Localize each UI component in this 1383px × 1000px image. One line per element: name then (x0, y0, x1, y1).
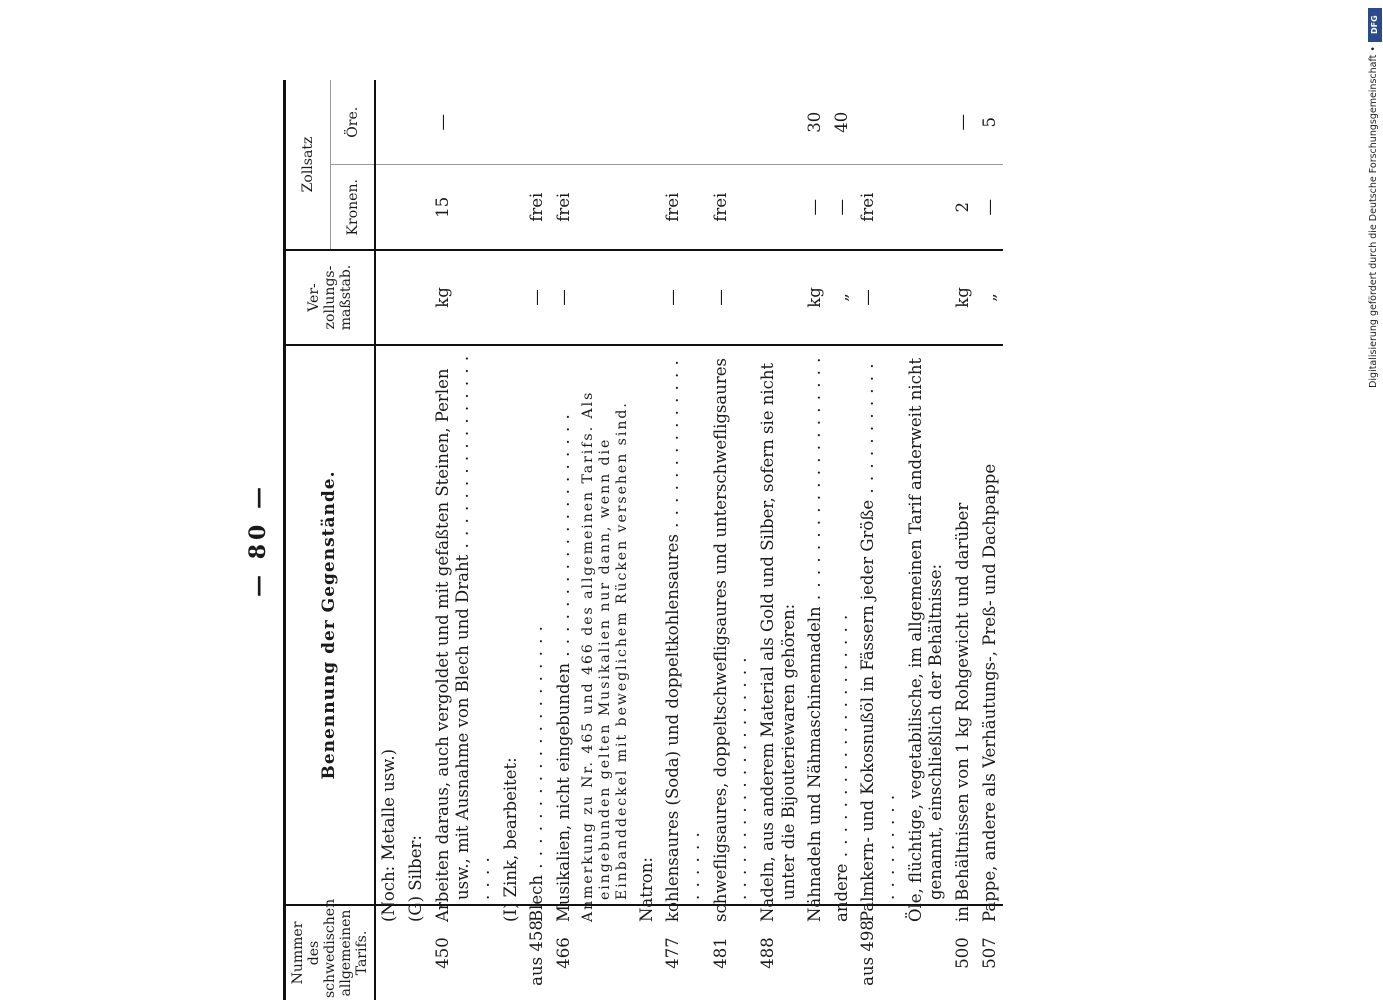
table-row (755, 80, 802, 1000)
item-unit (577, 250, 633, 345)
tariff-number: 500 (952, 937, 972, 969)
item-unit: — (708, 250, 755, 345)
tariff-number: 507 (979, 937, 999, 969)
rate-kronen: 15 (430, 165, 498, 250)
header-ore: Öre. (330, 80, 375, 165)
rate-ore (755, 80, 802, 165)
header-description: Benennung der Gegenstände. (285, 345, 376, 905)
rate-kronen: — (802, 165, 829, 250)
rate-ore (903, 80, 950, 165)
item-description: (I) Zink, bearbeitet: (498, 345, 525, 905)
rate-kronen (634, 165, 661, 250)
rate-kronen (903, 165, 950, 250)
rate-kronen (403, 165, 430, 250)
rate-ore (403, 80, 430, 165)
table-row (802, 80, 829, 1000)
item-unit: — (855, 250, 902, 345)
rate-ore (498, 80, 525, 165)
rate-ore (375, 80, 403, 165)
item-unit: — (551, 250, 578, 345)
rate-ore (524, 80, 551, 165)
table-row (977, 80, 1004, 1000)
table-header-row (285, 80, 331, 1000)
dfg-logo: DFG (1368, 8, 1382, 42)
item-unit (498, 250, 525, 345)
rate-ore (577, 80, 633, 165)
rate-kronen (577, 165, 633, 250)
item-description: Pappe, andere als Verhäutungs-, Preß- und Dachpappe (977, 345, 1004, 905)
item-description: Öle, flüchtige, vegetabilische, im allgemeinen Tarif anderweit nicht genannt, einschließlich der Behältnisse: (903, 345, 950, 905)
item-description: (Noch: Metalle usw.) (375, 345, 403, 905)
item-unit: „ (829, 250, 856, 345)
rate-kronen (498, 165, 525, 250)
rate-kronen: frei (660, 165, 707, 250)
rate-ore: 40 (829, 80, 856, 165)
item-unit (634, 250, 661, 345)
table-row (430, 80, 498, 1000)
item-description: in Behältnissen von 1 kg Rohgewicht und darüber (950, 345, 977, 905)
table-row (498, 80, 525, 1000)
table-row (903, 80, 950, 1000)
table-row (634, 80, 661, 1000)
rate-ore: — (950, 80, 977, 165)
item-description: Natron: (634, 345, 661, 905)
item-unit (755, 250, 802, 345)
header-number: Nummer des schwedischen allgemeinen Tarifs. (285, 905, 376, 1000)
rate-ore (660, 80, 707, 165)
table-row (524, 80, 551, 1000)
item-unit: kg (430, 250, 498, 345)
tariff-number: aus 458 (527, 920, 547, 986)
rate-ore: — (430, 80, 498, 165)
rate-ore (551, 80, 578, 165)
table-row (708, 80, 755, 1000)
rate-kronen: frei (551, 165, 578, 250)
rate-ore (855, 80, 902, 165)
item-description: andere . . . (829, 345, 856, 905)
rate-ore: 5 (977, 80, 1004, 165)
rate-kronen: — (977, 165, 1004, 250)
rate-kronen: 2 (950, 165, 977, 250)
item-unit: „ (977, 250, 1004, 345)
table-row (855, 80, 902, 1000)
rate-kronen: frei (524, 165, 551, 250)
rate-ore: 30 (802, 80, 829, 165)
rate-ore (634, 80, 661, 165)
credit-text: Digitalisierung gefördert durch die Deutsche Forschungsgemeinschaft • (1368, 46, 1379, 388)
rate-kronen: frei (855, 165, 902, 250)
table-row (950, 80, 977, 1000)
table-body (375, 80, 1003, 1000)
item-description: (G) Silber: (403, 345, 430, 905)
tariff-number: 481 (710, 937, 730, 969)
tariff-number: 466 (553, 937, 573, 969)
tariff-number: aus 498 (858, 920, 878, 986)
item-unit (403, 250, 430, 345)
item-description: schwefligsaures, doppeltschwefligsaures und unterschwefligsaures . . . (708, 345, 755, 905)
rotated-page (245, 80, 1155, 1000)
table-row (660, 80, 707, 1000)
table-row (375, 80, 403, 1000)
table-row (829, 80, 856, 1000)
item-unit (375, 250, 403, 345)
rate-kronen (375, 165, 403, 250)
rate-kronen (755, 165, 802, 250)
item-unit: — (524, 250, 551, 345)
header-kronen: Kronen. (330, 165, 375, 250)
header-unit: Ver- zollungs- maßstab. (285, 250, 376, 345)
tariff-number: 450 (432, 937, 452, 969)
rate-kronen: — (829, 165, 856, 250)
item-description: Musikalien, nicht eingebunden . . . (551, 345, 578, 905)
rate-ore (708, 80, 755, 165)
item-description: Nähnadeln und Nähmaschinennadeln . . . (802, 345, 829, 905)
tariff-number: 477 (663, 937, 683, 969)
item-unit: kg (802, 250, 829, 345)
item-description: Palmkern- und Kokosnußöl in Fässern jeder Größe . . . (855, 345, 902, 905)
tariff-number: 488 (757, 937, 777, 969)
table-row (577, 80, 633, 1000)
page-number: — 80 — (245, 483, 271, 597)
header-rate: Zollsatz (285, 80, 331, 250)
dfg-credit (1368, 8, 1383, 988)
rate-kronen: frei (708, 165, 755, 250)
item-description: Nadeln, aus anderem Material als Gold und Silber, sofern sie nicht unter die Bijouteriewaren gehören: (755, 345, 802, 905)
item-description: Anmerkung zu Nr. 465 und 466 des allgemeinen Tarifs. Als eingebunden gelten Musikalien nur dann, wenn die Einbanddeckel mit beweglichem Rücken versehen sind. (577, 345, 633, 905)
tariff-table (283, 80, 1003, 1000)
item-description: kohlensaures (Soda) und doppeltkohlensaures . . . (660, 345, 707, 905)
item-unit (903, 250, 950, 345)
table-row (551, 80, 578, 1000)
item-description: Blech . . . (524, 345, 551, 905)
item-unit: — (660, 250, 707, 345)
table-row (403, 80, 430, 1000)
item-description: Arbeiten daraus, auch vergoldet und mit gefaßten Steinen, Perlen usw., mit Ausnahme von Blech und Draht . . . (430, 345, 498, 905)
item-unit: kg (950, 250, 977, 345)
